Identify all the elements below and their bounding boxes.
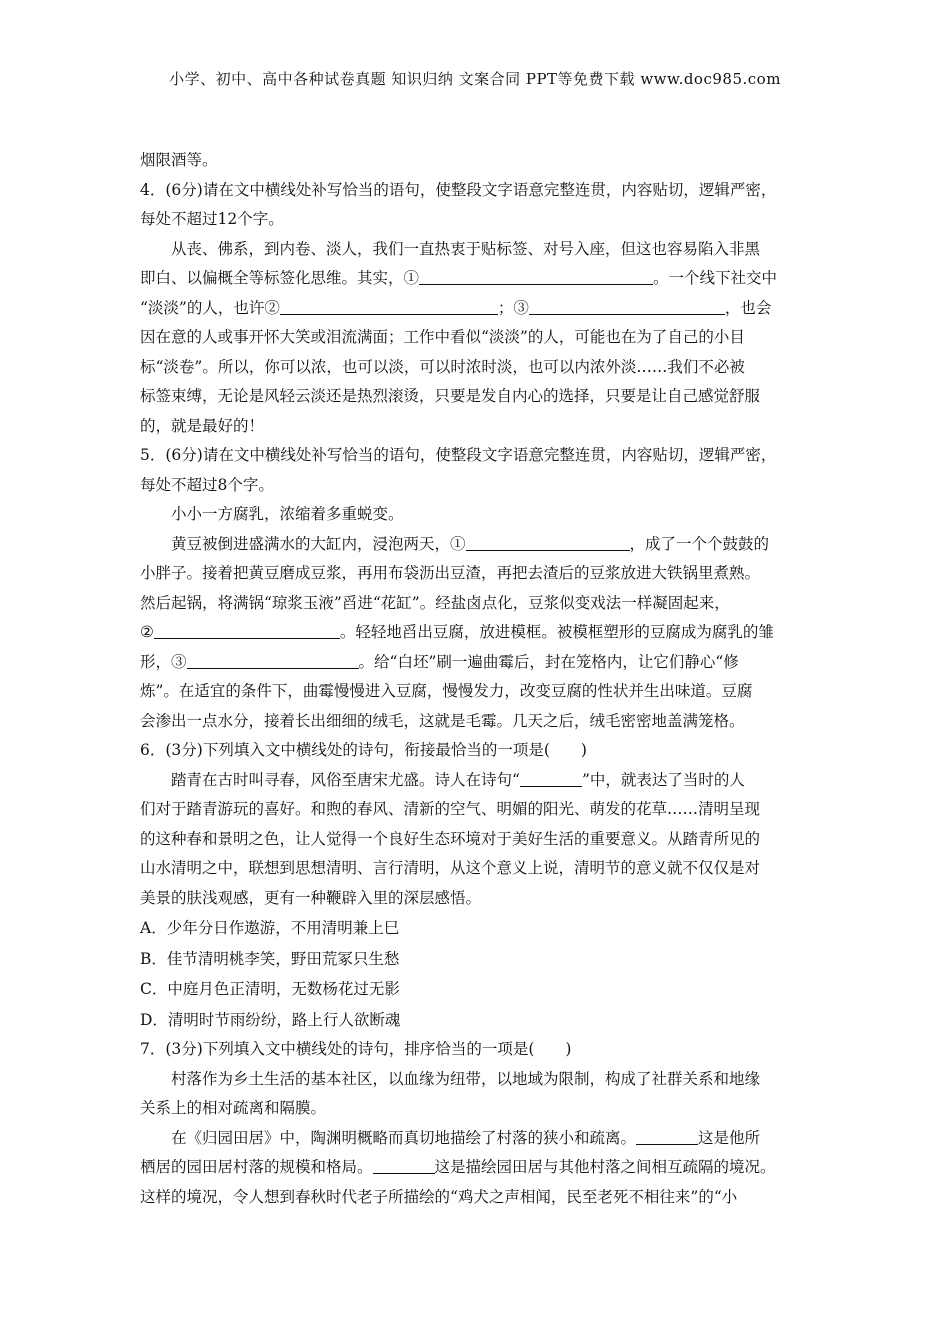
q4-passage-line4: 因在意的人或事开怀大笑或泪流满面；工作中看似“淡淡”的人，可能也在为了自己的小目 (140, 328, 745, 346)
q6-stem: 6．(3分)下列填入文中横线处的诗句，衔接最恰当的一项是( ) (140, 741, 587, 759)
q4-passage-line1: 从丧、佛系，到内卷、淡人，我们一直热衷于贴标签、对号入座，但这也容易陷入非黑 (171, 239, 761, 258)
q5-text: ，成了一个个鼓鼓的 (629, 534, 770, 553)
q5-passage-line7: 炼”。在适宜的条件下，曲霉慢慢进入豆腐，慢慢发力，改变豆腐的性状并生出味道。豆腐 (140, 682, 753, 700)
q6-text: 踏青在古时叫寻春，风俗至唐宋尤盛。诗人在诗句“ (171, 770, 520, 789)
q5-passage-line3: 小胖子。接着把黄豆磨成豆浆，再用布袋沥出豆渣，再把去渣后的豆浆放进大铁锅里煮熟。 (140, 564, 761, 582)
q4-text: “淡淡”的人，也许 (140, 298, 265, 317)
q5-text: 。轻轻地舀出豆腐，放进模框。被模框塑形的豆腐成为腐乳的雏 (339, 623, 774, 641)
q5-passage-line4: 然后起锅，将满锅“琼浆玉液”舀进“花缸”。经盐卤点化，豆浆似变戏法一样凝固起来， (140, 593, 730, 612)
q5-blank-marker-3: ③ (171, 652, 187, 671)
q5-passage-line6 (140, 648, 812, 678)
q6-blank[interactable] (520, 768, 582, 787)
q7-passage-line5: 这样的境况，令人想到春秋时代老子所描绘的“鸡犬之声相闻，民至老死不相往来”的“小 (140, 1187, 738, 1206)
q6-option-a[interactable]: A．少年分日作遨游，不用清明兼上巳 (140, 919, 400, 937)
q4-passage-line3 (140, 294, 812, 324)
q4-blank-3[interactable] (529, 296, 725, 315)
q7-text: 这是描绘园田居与其他村落之间相互疏隔的境况。 (434, 1158, 776, 1176)
q4-text: 即白、以偏概全等标签化思维。其实， (140, 269, 404, 287)
q5-text: 形， (140, 652, 172, 671)
q6-passage-line5: 美景的肤浅观感，更有一种鞭辟入里的深层感悟。 (140, 888, 482, 907)
q4-blank-marker-3: ③ (513, 298, 529, 317)
q6-text: ”中，就表达了当时的人 (581, 770, 745, 789)
q5-blank-marker-2: ② (140, 623, 154, 641)
q5-text: 黄豆被倒进盛满水的大缸内，浸泡两天， (171, 534, 451, 553)
q5-passage-line1: 小小一方腐乳，浓缩着多重蜕变。 (171, 505, 404, 523)
q4-passage-line7: 的，就是最好的！ (140, 416, 265, 435)
q6-option-b[interactable]: B．佳节清明桃李笑，野田荒冢只生愁 (140, 949, 400, 968)
document-body (140, 146, 812, 1212)
q7-text: 在《归园田居》中，陶渊明概略而真切地描绘了村落的狭小和疏离。 (171, 1128, 637, 1147)
q3-tail: 烟限酒等。 (140, 151, 218, 169)
q6-option-c[interactable]: C．中庭月色正清明，无数杨花过无影 (140, 980, 400, 998)
q5-passage-line2 (140, 530, 812, 560)
q4-text: ； (497, 298, 514, 317)
q6-passage-line3: 的这种春和景明之色，让人觉得一个良好生态环境对于美好生活的重要意义。从踏青所见的 (140, 829, 761, 848)
q5-blank-marker-1: ① (450, 534, 466, 553)
page-header: 小学、初中、高中各种试卷真题 知识归纳 文案合同 PPT等免费下载 www.doc985.com (169, 70, 781, 88)
q5-blank-1[interactable] (466, 532, 630, 551)
q4-blank-1[interactable] (419, 266, 653, 285)
q6-passage-line4: 山水清明之中，联想到思想清明、言行清明，从这个意义上说，清明节的意义就不仅仅是对 (140, 859, 761, 877)
q4-passage-line5: 标“淡卷”。所以，你可以浓，也可以淡，可以时浓时淡，也可以内浓外淡……我们不必被 (140, 357, 745, 376)
q5-passage-line8: 会渗出一点水分，接着长出细细的绒毛，这就是毛霉。几天之后，绒毛密密地盖满笼格。 (140, 711, 745, 730)
q5-passage-line5 (140, 618, 812, 648)
q6-passage-line2: 们对于踏青游玩的喜好。和煦的春风、清新的空气、明媚的阳光、萌发的花草……清明呈现 (140, 800, 761, 818)
q7-blank-1[interactable] (636, 1126, 698, 1145)
q4-blank-marker-2: ② (264, 298, 280, 317)
q7-passage-line4 (140, 1153, 812, 1183)
q6-passage-line1 (140, 766, 812, 796)
q6-option-d[interactable]: D．清明时节雨纷纷，路上行人欲断魂 (140, 1010, 401, 1029)
q7-passage-line3 (140, 1124, 812, 1154)
q5-blank-3[interactable] (187, 650, 359, 669)
q4-blank-2[interactable] (280, 296, 498, 315)
q4-passage-line6: 标签束缚，无论是风轻云淡还是热烈滚烫，只要是发自内心的选择，只要是让自己感觉舒服 (140, 387, 761, 405)
q4-text: 。一个线下社交中 (653, 269, 778, 287)
q7-blank-2[interactable] (373, 1155, 435, 1174)
q7-text: 栖居的园田居村落的规模和格局。 (140, 1158, 373, 1176)
q4-text: ，也会 (724, 298, 772, 317)
q5-stem-line2: 每处不超过8个字。 (140, 475, 274, 494)
q4-stem-line1: 4．(6分)请在文中横线处补写恰当的语句，使整段文字语意完整连贯，内容贴切，逻辑严密， (140, 180, 777, 199)
q5-stem-line1: 5．(6分)请在文中横线处补写恰当的语句，使整段文字语意完整连贯，内容贴切，逻辑严密， (140, 446, 777, 464)
q7-stem: 7．(3分)下列填入文中横线处的诗句，排序恰当的一项是( ) (140, 1040, 572, 1058)
q7-passage-line2: 关系上的相对疏离和隔膜。 (140, 1099, 327, 1117)
q4-blank-marker-1: ① (403, 269, 420, 287)
q7-text: 这是他所 (698, 1128, 761, 1147)
q4-passage-line2 (140, 264, 812, 294)
q5-blank-2[interactable] (154, 620, 340, 639)
q4-stem-line2: 每处不超过12个字。 (140, 210, 284, 228)
q5-text: 。给“白坯”刷一遍曲霉后，封在笼格内，让它们静心“修 (358, 652, 739, 671)
q7-passage-line1: 村落作为乡土生活的基本社区，以血缘为纽带，以地域为限制，构成了社群关系和地缘 (171, 1069, 761, 1088)
